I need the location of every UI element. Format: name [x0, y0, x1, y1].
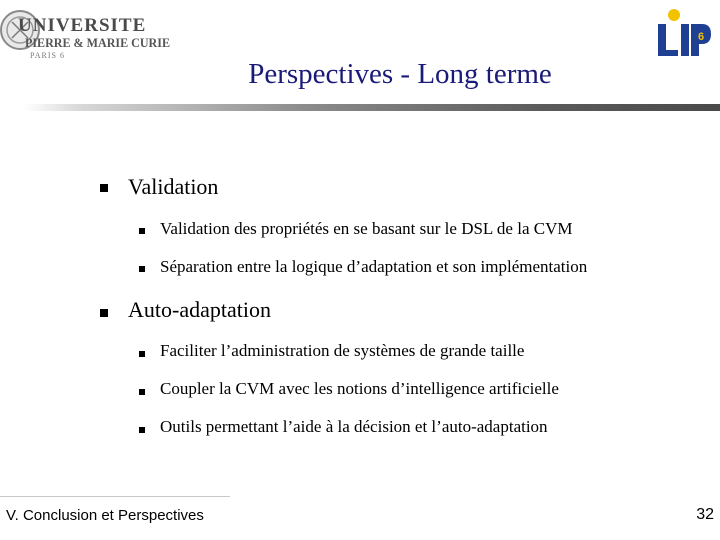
- footer-section-label: V. Conclusion et Perspectives: [6, 507, 204, 524]
- bullet-icon: [139, 266, 145, 272]
- list-item: Faciliter l’administration de systèmes de grande taille: [160, 341, 525, 360]
- bullet-icon: [100, 309, 108, 317]
- university-logo-line3: PARIS 6: [30, 51, 65, 60]
- bullet-icon: [100, 184, 108, 192]
- slide-title: Perspectives - Long terme: [248, 58, 552, 90]
- university-logo: [0, 0, 175, 66]
- section-heading-auto-adaptation: Auto-adaptation: [128, 297, 271, 322]
- university-logo-line1: UNIVERSITE: [18, 15, 147, 36]
- page-number: 32: [696, 506, 714, 523]
- list-item: Séparation entre la logique d’adaptation et son implémentation: [160, 257, 588, 276]
- footer-divider: [0, 496, 230, 497]
- lip6-logo: [654, 6, 712, 62]
- list-item: Validation des propriétés en se basant sur le DSL de la CVM: [160, 219, 573, 238]
- lip6-logo-number: 6: [698, 31, 705, 43]
- bullet-icon: [139, 427, 145, 433]
- title-divider: [24, 104, 720, 111]
- list-item: Coupler la CVM avec les notions d’intelligence artificielle: [160, 379, 559, 398]
- bullet-icon: [139, 389, 145, 395]
- section-heading-validation: Validation: [128, 174, 219, 199]
- bullet-icon: [139, 228, 145, 234]
- list-item: Outils permettant l’aide à la décision et l’auto-adaptation: [160, 417, 548, 436]
- bullet-icon: [139, 351, 145, 357]
- university-logo-line2: PIERRE & MARIE CURIE: [25, 35, 170, 50]
